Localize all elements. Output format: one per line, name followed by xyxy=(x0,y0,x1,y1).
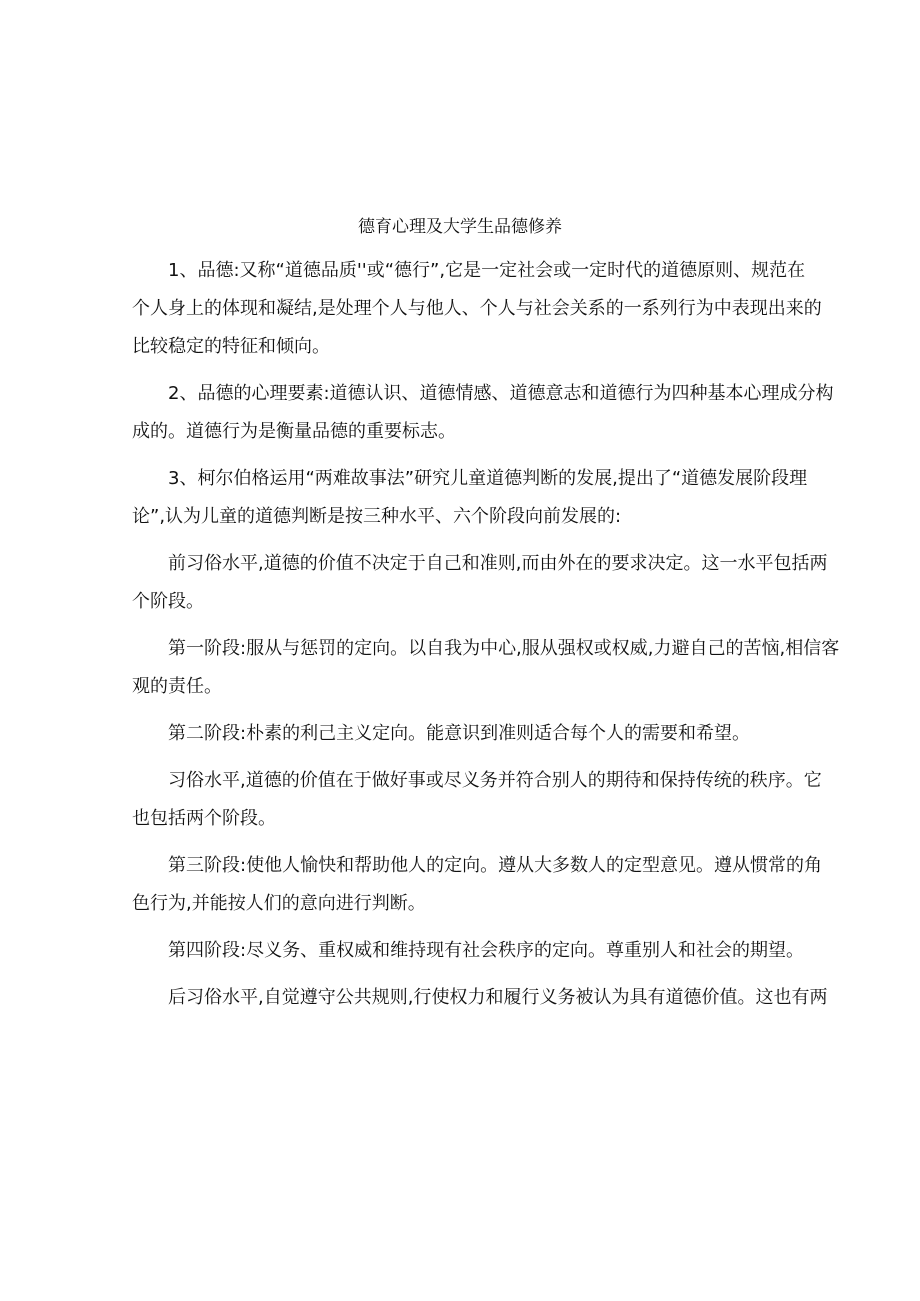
paragraph-line: 色行为,并能按人们的意向进行判断。 xyxy=(132,893,426,914)
paragraph-line: 个阶段。 xyxy=(132,591,204,612)
paragraph-line: 第一阶段:服从与惩罚的定向。以自我为中心,服从强权或权威,力避自己的苦恼,相信客 xyxy=(168,638,840,659)
paragraph-line: 前习俗水平,道德的价值不决定于自己和准则,而由外在的要求决定。这一水平包括两 xyxy=(168,553,828,574)
paragraph-line: 个人身上的体现和凝结,是处理个人与他人、个人与社会关系的一系列行为中表现出来的 xyxy=(132,298,822,319)
paragraph xyxy=(132,979,828,1017)
document-title: 德育心理及大学生品德修养 xyxy=(358,217,562,237)
paragraph-line: 第二阶段:朴素的利己主义定向。能意识到准则适合每个人的需要和希望。 xyxy=(168,723,751,744)
paragraph-line: 观的责任。 xyxy=(132,676,222,697)
paragraph xyxy=(132,375,834,451)
paragraph-line: 第四阶段:尽义务、重权威和维持现有社会秩序的定向。尊重别人和社会的期望。 xyxy=(168,940,805,961)
paragraph xyxy=(132,932,805,970)
paragraph xyxy=(132,762,822,838)
paragraph xyxy=(132,847,823,923)
paragraph-line: 成的。道德行为是衡量品德的重要标志。 xyxy=(132,421,456,442)
paragraph-line: 论”,认为儿童的道德判断是按三种水平、六个阶段向前发展的: xyxy=(132,506,622,527)
document-body xyxy=(132,252,840,1026)
paragraph-line: 第三阶段:使他人愉快和帮助他人的定向。遵从大多数人的定型意见。遵从惯常的角 xyxy=(168,855,823,876)
paragraph-line: 也包括两个阶段。 xyxy=(132,808,276,829)
paragraph xyxy=(132,252,822,366)
paragraph-line: 习俗水平,道德的价值在于做好事或尽义务并符合别人的期待和保持传统的秩序。它 xyxy=(168,770,822,791)
paragraph xyxy=(132,460,808,536)
paragraph-line: 比较稳定的特征和倾向。 xyxy=(132,336,330,357)
paragraph xyxy=(132,630,840,706)
paragraph-line: 后习俗水平,自觉遵守公共规则,行使权力和履行义务被认为具有道德价值。这也有两 xyxy=(168,987,828,1008)
paragraph xyxy=(132,545,828,621)
paragraph-line: 3、柯尔伯格运用“两难故事法”研究儿童道德判断的发展,提出了“道德发展阶段理 xyxy=(168,468,808,489)
paragraph xyxy=(132,715,790,753)
paragraph-line: 1、品德:又称“道德品质''或“德行”,它是一定社会或一定时代的道德原则、规范在 xyxy=(168,260,806,281)
paragraph-line: 2、品德的心理要素:道德认识、道德情感、道德意志和道德行为四种基本心理成分构 xyxy=(168,383,834,404)
